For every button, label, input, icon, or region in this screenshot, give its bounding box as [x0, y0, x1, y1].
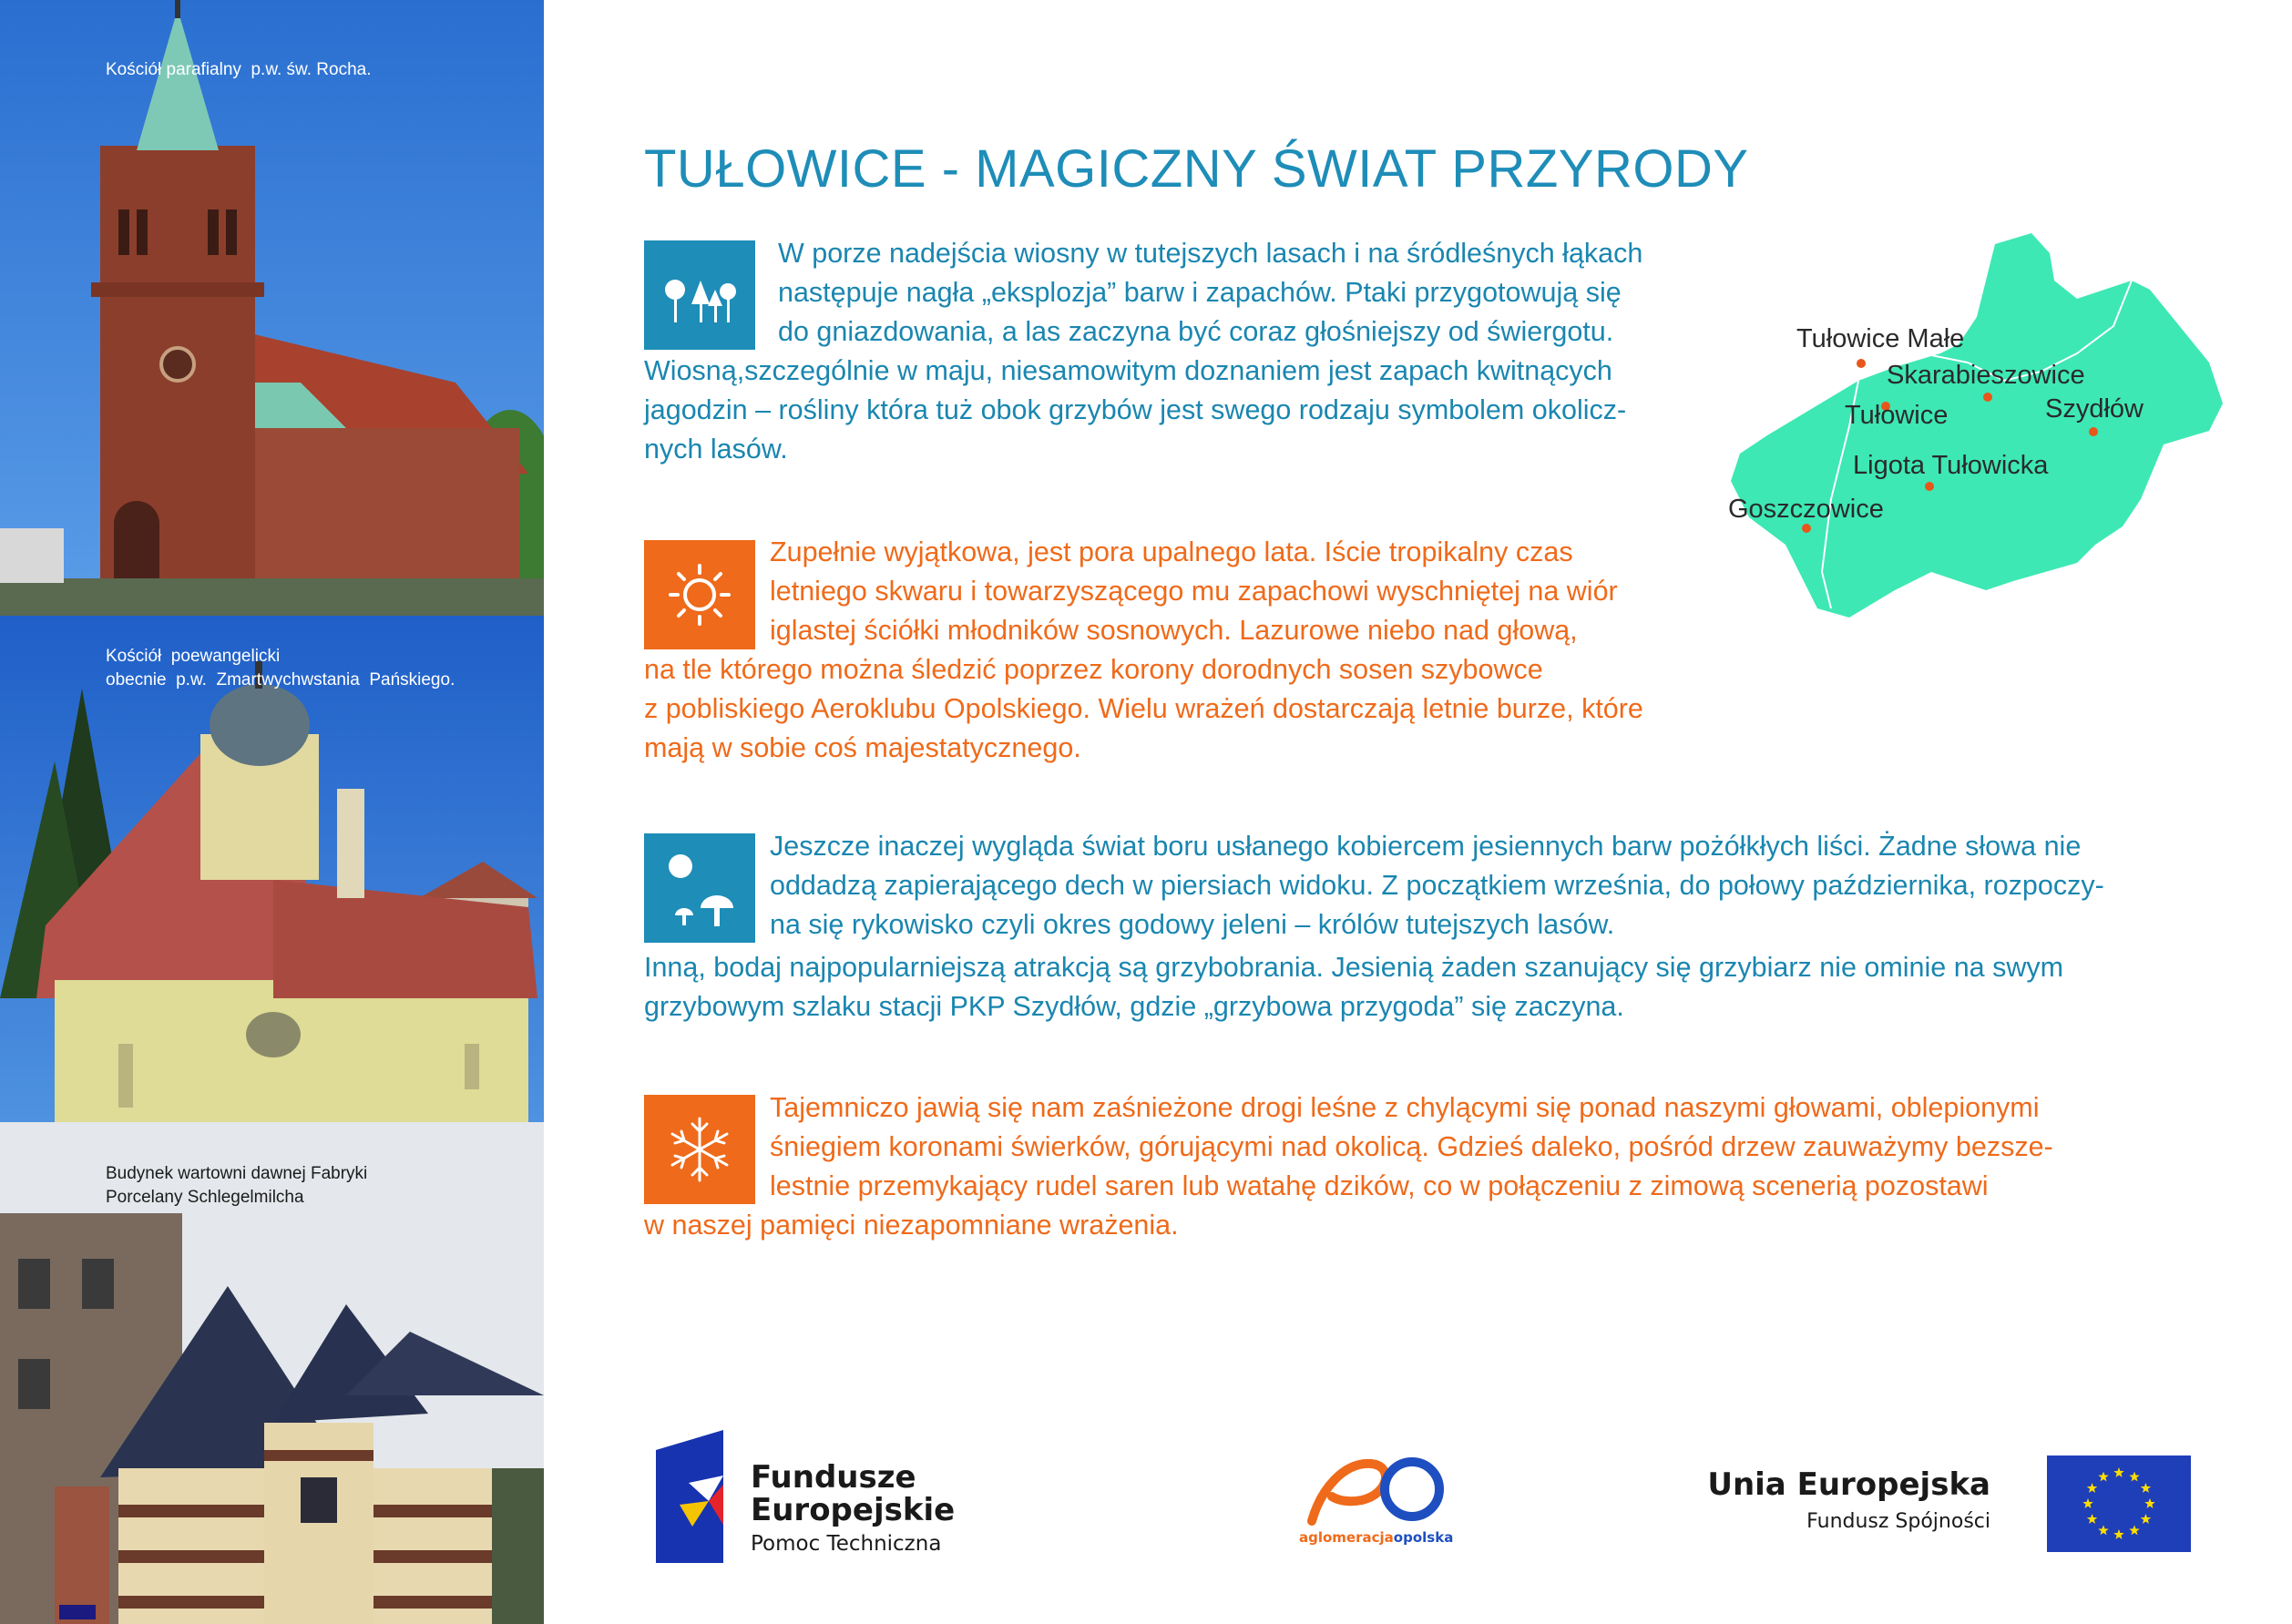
text-line: Jeszcze inaczej wygląda świat boru usłanego kobiercem jesiennych barw pożółkłych liści. Żadne słowa nie	[770, 831, 2082, 862]
fundusze-line1: Fundusze	[751, 1459, 916, 1496]
text-line: na się rykowisko czyli okres godowy jeleni – królów tutejszych lasów.	[770, 909, 1615, 940]
photo-church-resurrection	[0, 616, 544, 1122]
photo-church-st-roch	[0, 0, 544, 616]
aglomeracja-mark-icon	[1294, 1453, 1458, 1526]
map-area	[1731, 233, 2223, 618]
place-dot	[2089, 427, 2098, 436]
text-line: mają w sobie coś majestatycznego.	[644, 732, 1081, 763]
fundusze-europejskie-logo	[656, 1430, 956, 1567]
photo-caption: Kościół parafialny p.w. św. Rocha.	[106, 60, 372, 79]
fundusze-europejskie-flag-icon	[656, 1430, 723, 1563]
place-label: Szydłów	[2045, 394, 2144, 424]
photo-caption: Kościół poewangelicki obecnie p.w. Zmartwychwstania Pańskiego.	[106, 647, 455, 689]
spring-paragraph	[644, 234, 1642, 469]
fundusze-line2: Europejskie	[751, 1492, 956, 1528]
text-line: letniego skwaru i towarzyszącego mu zapachowi wyschniętej na wiór	[770, 576, 1618, 607]
place-label: Ligota Tułowicka	[1853, 451, 2049, 480]
text-line: jagodzin – rośliny która tuż obok grzybów jest swego rodzaju symbolem okolicz-	[644, 394, 1627, 425]
unia-line2: Fundusz Spójności	[1806, 1510, 1990, 1533]
text-line: w naszej pamięci niezapomniane wrażenia.	[644, 1210, 1179, 1241]
text-line: W porze nadejścia wiosny w tutejszych lasach i na śródleśnych łąkach	[778, 238, 1643, 269]
place-dot	[1857, 359, 1866, 368]
photo-porcelain-factory	[0, 1122, 544, 1624]
place-dot	[1802, 524, 1811, 533]
winter-paragraph	[644, 1088, 2053, 1245]
place-label: Tułowice	[1845, 401, 1949, 430]
unia-europejska-logo	[1707, 1455, 2191, 1556]
place-label: Goszczowice	[1728, 495, 1884, 524]
text-line: nych lasów.	[644, 434, 788, 465]
unia-line1: Unia Europejska	[1707, 1466, 1990, 1503]
text-line: iglastej ściółki młodników sosnowych. Lazurowe niebo nad głową,	[770, 615, 1578, 646]
place-label: Tułowice Małe	[1796, 324, 1965, 353]
text-line: następuje nagła „eksplozja” barw i zapachów. Ptaki przygotowują się	[778, 277, 1622, 308]
text-line: z pobliskiego Aeroklubu Opolskiego. Wielu wrażeń dostarczają letnie burze, które	[644, 693, 1643, 724]
text-line: do gniazdowania, a las zaczyna być coraz głośniejszy od świergotu.	[778, 316, 1614, 347]
text-line: śniegiem koronami świerków, górującymi nad okolicą. Gdzieś daleko, pośród drzew zauważymy bezsze-	[770, 1131, 2053, 1162]
fundusze-line3: Pomoc Techniczna	[751, 1532, 942, 1556]
photo-caption: Budynek wartowni dawnej Fabryki Porcelany Schlegelmilcha	[106, 1164, 368, 1207]
text-line: Inną, bodaj najpopularniejszą atrakcją są grzybobrania. Jesienią żaden szanujący się grzybiarz nie ominie na swym	[644, 952, 2064, 983]
text-line: Tajemniczo jawią się nam zaśnieżone drogi leśne z chylącymi się ponad naszymi głowami, oblepionymi	[770, 1092, 2040, 1123]
eu-flag-icon	[2047, 1455, 2191, 1552]
place-dot	[1983, 393, 1992, 402]
text-line: grzybowym szlaku stacji PKP Szydłów, gdzie „grzybowa przygoda” się zaczyna.	[644, 991, 1624, 1022]
text-line: Zupełnie wyjątkowa, jest pora upalnego lata. Iście tropikalny czas	[770, 536, 1573, 567]
page-title: TUŁOWICE - MAGICZNY ŚWIAT PRZYRODY	[644, 139, 1749, 199]
aglomeracja-label: aglomeracjaopolska	[1299, 1529, 1454, 1546]
text-line: oddadzą zapierającego dech w piersiach widoku. Z początkiem września, do połowy października, rozpoczy-	[770, 870, 2104, 901]
place-label: Skarabieszowice	[1887, 361, 2085, 390]
text-line: na tle którego można śledzić poprzez korony dorodnych sosen szybowce	[644, 654, 1543, 685]
summer-paragraph	[644, 533, 1643, 768]
text-line: Wiosną,szczególnie w maju, niesamowitym doznaniem jest zapach kwitnących	[644, 355, 1612, 386]
commune-map	[1713, 226, 2250, 627]
text-line: lestnie przemykający rudel saren lub watahę dzików, co w połączeniu z zimową scenerią pozostawi	[770, 1170, 1989, 1201]
autumn-paragraph	[644, 827, 2104, 1026]
aglomeracja-opolska-logo	[1294, 1453, 1458, 1553]
place-dot	[1925, 482, 1934, 491]
